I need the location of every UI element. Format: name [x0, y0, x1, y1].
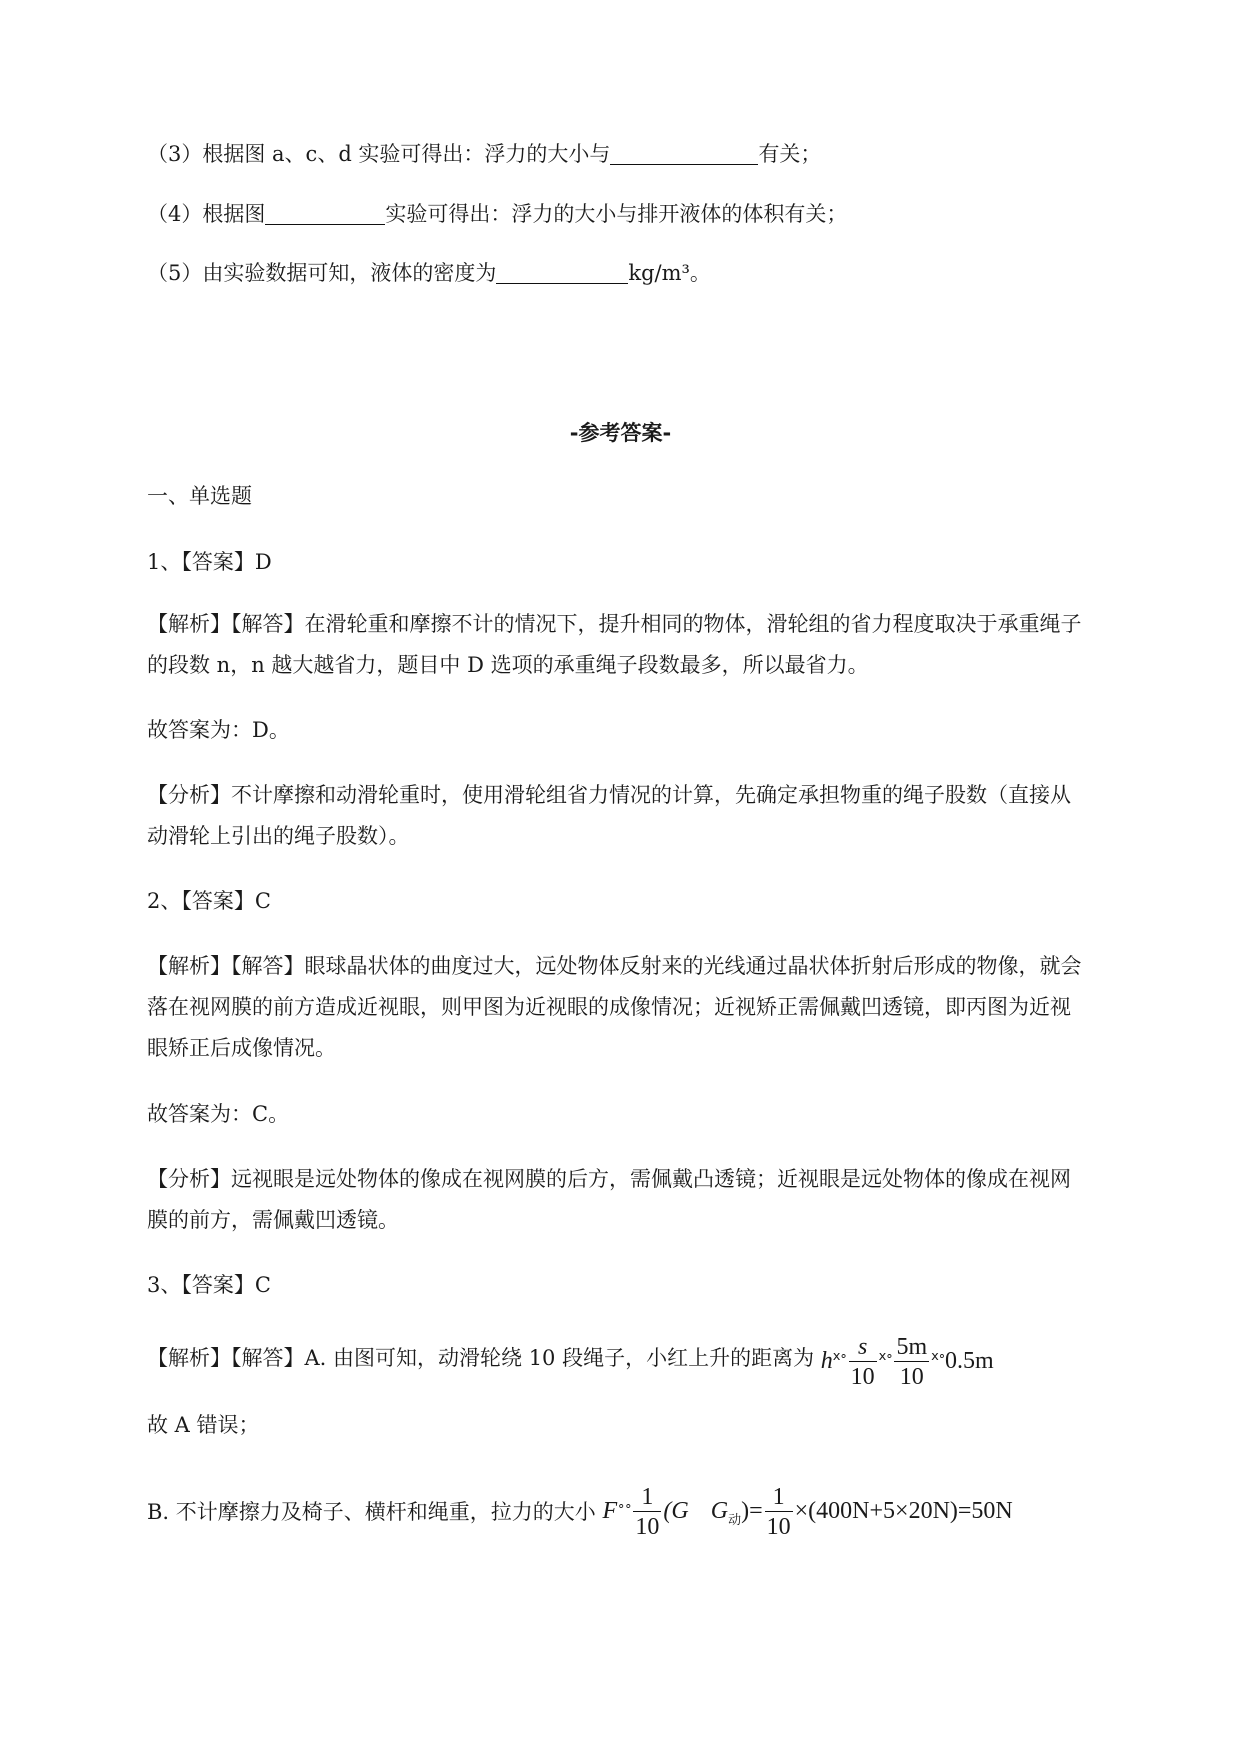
- answer-1-head: 1、【答案】D: [147, 550, 272, 574]
- answer-3-head: 3、【答案】C: [147, 1273, 271, 1297]
- formula-glyph: ⅹ∘: [878, 1348, 893, 1363]
- fraction-numerator: 1: [765, 1483, 793, 1512]
- answer-3-part-b: [147, 1476, 1013, 1551]
- q3-prefix: （3）根据图 a、c、d 实验可得出：浮力的大小与: [147, 142, 611, 166]
- q4-prefix: （4）根据图: [147, 202, 266, 226]
- answer-1-analysis-line: 的段数 n，n 越大越省力，题目中 D 选项的承重绳子段数最多，所以最省力。: [147, 653, 869, 677]
- answer-3-analysis-text: 【解析】【解答】A. 由图可知，动滑轮绕 10 段绳子，小红上升的距离为: [147, 1346, 815, 1370]
- formula-var: h: [820, 1348, 833, 1374]
- fraction-denominator: 10: [899, 1363, 924, 1390]
- answer-1-note-line: 【分析】不计摩擦和动滑轮重时，使用滑轮组省力情况的计算，先确定承担物重的绳子股数（直接从: [147, 783, 1071, 807]
- q5-blank: [496, 261, 628, 284]
- section-heading: 一、单选题: [147, 484, 252, 508]
- formula-glyph: ⅹ∘: [832, 1348, 847, 1363]
- part-b-text: B. 不计摩擦力及椅子、横杆和绳重，拉力的大小: [147, 1500, 596, 1524]
- answer-3-analysis: [147, 1327, 994, 1392]
- fraction: [849, 1333, 877, 1392]
- fraction: [765, 1483, 793, 1542]
- fraction: [894, 1333, 929, 1392]
- answer-title: -参考答案-: [569, 421, 672, 445]
- question-4: [147, 199, 847, 229]
- formula-g: (G: [663, 1498, 689, 1524]
- formula-glyph: ⅹ∘: [931, 1348, 945, 1363]
- formula-result: 0.5m: [944, 1348, 994, 1374]
- formula-g-dong: G: [710, 1498, 729, 1524]
- q4-suffix: 实验可得出：浮力的大小与排开液体的体积有关；: [385, 202, 848, 226]
- answer-1-analysis-line: 【解析】【解答】在滑轮重和摩擦不计的情况下，提升相同的物体，滑轮组的省力程度取决于承重绳子: [147, 612, 1082, 636]
- question-5: [147, 258, 711, 288]
- answer-2-note-line: 【分析】远视眼是远处物体的像成在视网膜的后方，需佩戴凸透镜；近视眼是远处物体的像成在视网: [147, 1167, 1071, 1191]
- formula-var: F: [602, 1498, 618, 1524]
- formula-force: [602, 1476, 1012, 1551]
- formula-height: [821, 1327, 994, 1392]
- answer-2-analysis-line: 【解析】【解答】眼球晶状体的曲度过大，远处物体反射来的光线通过晶状体折射后形成的物像，就会: [147, 954, 1082, 978]
- fraction: [633, 1483, 661, 1542]
- answer-3-wrong-a: 故 A 错误；: [147, 1413, 260, 1437]
- q4-blank: [265, 202, 385, 225]
- formula-g-sub: 动: [728, 1513, 742, 1528]
- answer-1-note-line: 动滑轮上引出的绳子股数）。: [147, 824, 410, 848]
- answer-2-analysis-line: 落在视网膜的前方造成近视眼，则甲图为近视眼的成像情况；近视矫正需佩戴凹透镜，即丙图为近视: [147, 995, 1071, 1019]
- answer-2-result: 故答案为：C。: [147, 1102, 290, 1126]
- answer-2-note-line: 膜的前方，需佩戴凹透镜。: [147, 1208, 399, 1232]
- formula-glyph: ∘∘: [617, 1498, 632, 1513]
- answer-1-result: 故答案为：D。: [147, 718, 290, 742]
- question-3: [147, 139, 821, 169]
- answer-2-analysis-line: 眼矫正后成像情况。: [147, 1036, 336, 1060]
- q3-blank: [610, 142, 758, 165]
- formula-tail: )=: [741, 1498, 763, 1524]
- q5-prefix: （5）由实验数据可知，液体的密度为: [147, 261, 497, 285]
- fraction-denominator: 10: [635, 1513, 660, 1540]
- fraction-numerator: 1: [633, 1483, 661, 1512]
- fraction-numerator: s: [849, 1333, 877, 1362]
- fraction-numerator: 5m: [896, 1333, 928, 1360]
- fraction-denominator: 10: [766, 1513, 791, 1540]
- q3-suffix: 有关；: [758, 142, 822, 166]
- fraction-denominator: 10: [850, 1363, 875, 1390]
- formula-expression: ×(400N+5×20N)=50N: [794, 1498, 1013, 1524]
- q5-suffix: kg/m³。: [628, 261, 711, 285]
- answer-2-head: 2、【答案】C: [147, 889, 271, 913]
